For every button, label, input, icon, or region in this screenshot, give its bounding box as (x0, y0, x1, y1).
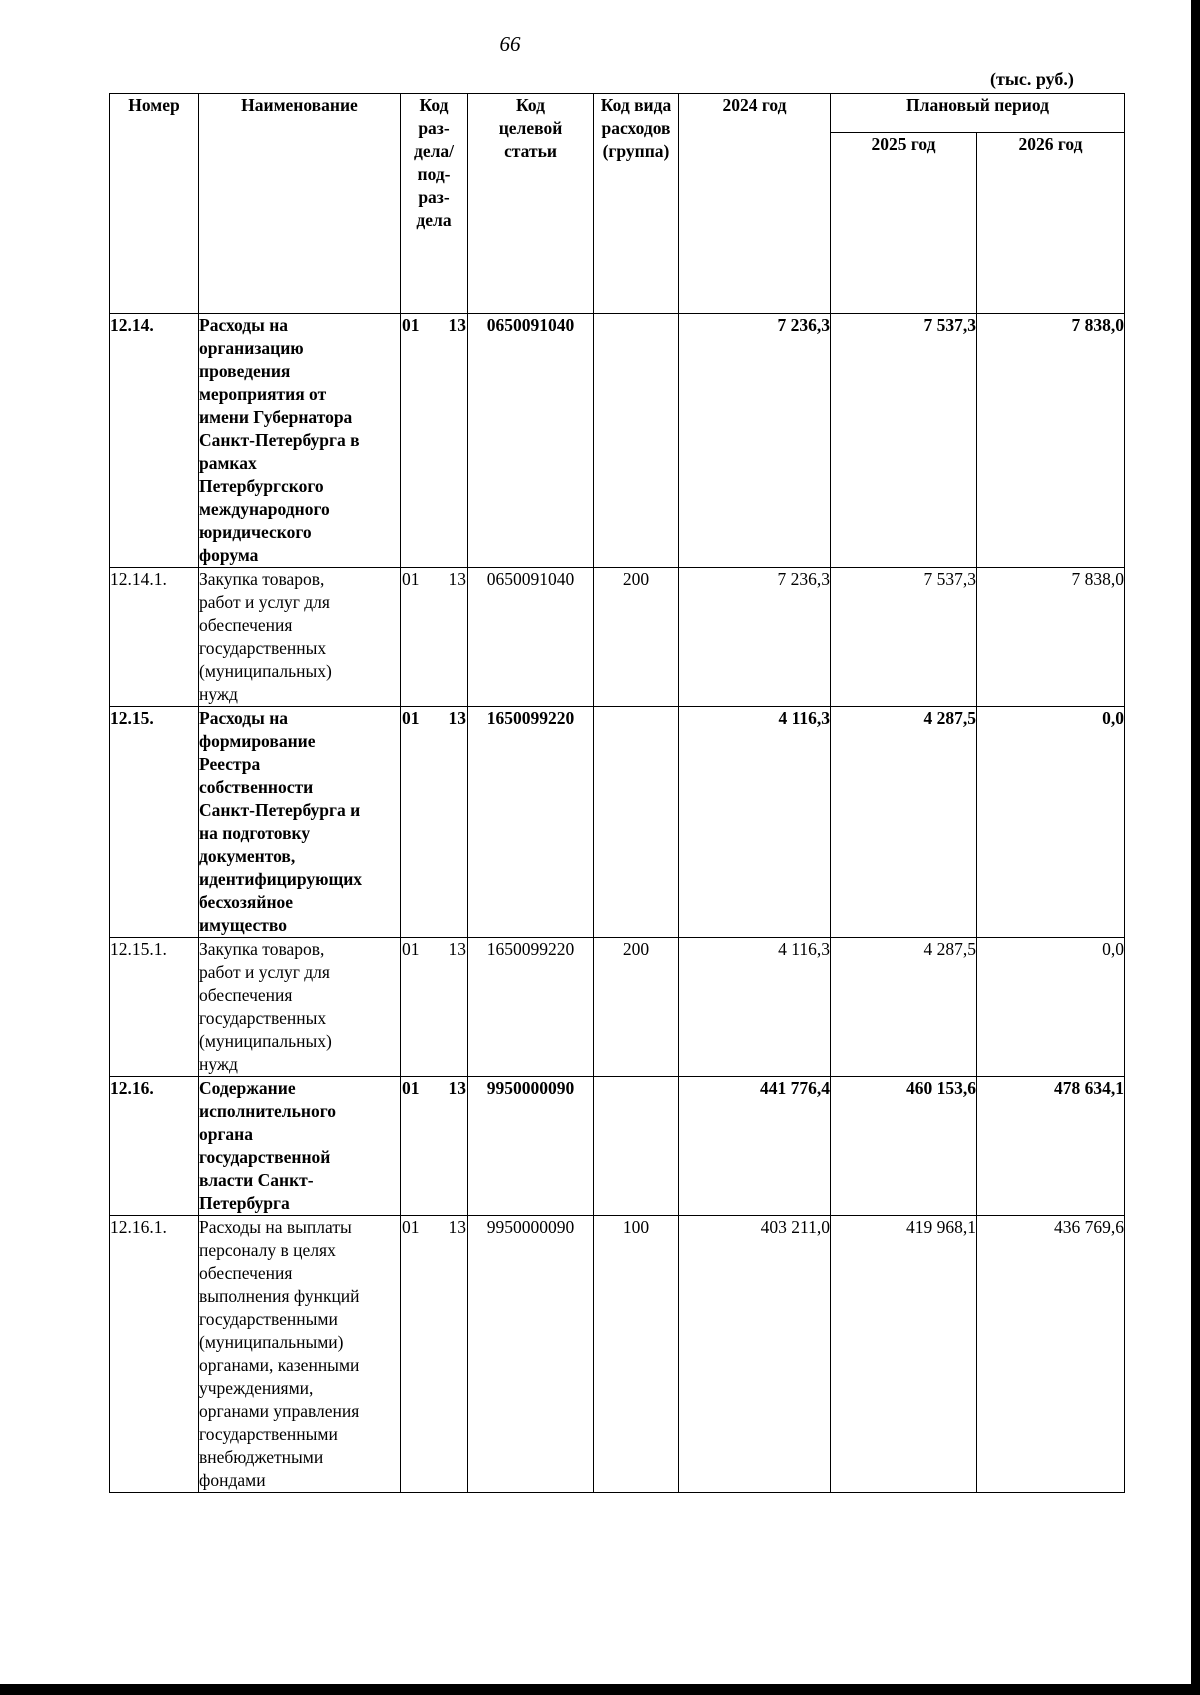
row-amount-2026: 478 634,1 (977, 1077, 1125, 1216)
row-amount-2026: 7 838,0 (977, 568, 1125, 707)
row-name-line: юридического (199, 522, 312, 542)
row-name (199, 707, 401, 938)
row-section-code-pair (401, 1216, 467, 1239)
row-name-line: (муниципальными) (199, 1332, 344, 1352)
row-name-line: власти Санкт- (199, 1170, 314, 1190)
row-target-code: 1650099220 (468, 707, 594, 938)
row-name-line: исполнительного (199, 1101, 336, 1121)
page-number: 66 (499, 32, 521, 56)
row-amount-2024: 4 116,3 (679, 938, 831, 1077)
row-number: 12.14.1. (110, 568, 199, 707)
units-label: (тыс. руб.) (990, 69, 1074, 89)
row-subsection: 13 (448, 939, 466, 959)
row-name-line: собственности (199, 777, 314, 797)
header-section-code-line: Код (419, 95, 449, 115)
row-name-line: Расходы на (199, 315, 289, 335)
row-name-line: государственными (199, 1309, 338, 1329)
row-name-line: Петербурга (199, 1193, 290, 1213)
row-name-line: Закупка товаров, (199, 569, 325, 589)
row-name-line: Расходы на (199, 708, 289, 728)
row-name (199, 938, 401, 1077)
row-name-line: работ и услуг для (199, 592, 330, 612)
row-section-code-pair (401, 938, 467, 961)
row-section-code-pair (401, 1077, 467, 1100)
header-expense-type-line: (группа) (602, 141, 670, 161)
row-name-line: нужд (199, 1054, 238, 1074)
row-section: 01 (402, 1217, 420, 1237)
row-name-line: (муниципальных) (199, 661, 332, 681)
row-name-line: обеспечения (199, 1263, 293, 1283)
row-target-code: 0650091040 (468, 568, 594, 707)
row-amount-2024: 7 236,3 (679, 568, 831, 707)
row-name-line: организацию (199, 338, 304, 358)
row-amount-2024: 7 236,3 (679, 314, 831, 568)
header-expense-type-line: расходов (601, 118, 671, 138)
row-expense-type: 200 (594, 568, 679, 707)
row-amount-2024: 4 116,3 (679, 707, 831, 938)
row-name-line: рамках (199, 453, 257, 473)
row-subsection: 13 (448, 569, 466, 589)
row-name-line: Содержание (199, 1078, 296, 1098)
row-section-code (401, 707, 468, 938)
row-name-line: государственными (199, 1424, 338, 1444)
row-number: 12.14. (110, 314, 199, 568)
row-expense-type: 200 (594, 938, 679, 1077)
header-section-code-line: дела/ (413, 141, 455, 161)
row-section: 01 (402, 939, 420, 959)
header-planned-period: Плановый период (831, 94, 1125, 133)
table-row (110, 938, 1125, 1077)
row-expense-type: 100 (594, 1216, 679, 1493)
row-amount-2025: 460 153,6 (831, 1077, 977, 1216)
header-year-2024: 2024 год (679, 94, 831, 314)
row-expense-type (594, 707, 679, 938)
row-name-line: на подготовку (199, 823, 311, 843)
row-section-code (401, 938, 468, 1077)
row-name-line: органами, казенными (199, 1355, 360, 1375)
row-amount-2026: 0,0 (977, 707, 1125, 938)
header-target-code-line: статьи (504, 141, 557, 161)
header-section-code-line: раз- (418, 118, 450, 138)
header-expense-type (594, 94, 679, 314)
row-amount-2026: 0,0 (977, 938, 1125, 1077)
row-name-line: внебюджетными (199, 1447, 324, 1467)
row-name-line: Петербургского (199, 476, 324, 496)
header-name: Наименование (199, 94, 401, 314)
header-target-code-line: Код (516, 95, 545, 115)
row-name-line: государственной (199, 1147, 331, 1167)
row-number: 12.16. (110, 1077, 199, 1216)
header-section-code-line: под- (417, 164, 451, 184)
row-name-line: международного (199, 499, 330, 519)
row-name-line: проведения (199, 361, 291, 381)
row-section-code (401, 314, 468, 568)
row-name-line: Закупка товаров, (199, 939, 325, 959)
row-amount-2026: 436 769,6 (977, 1216, 1125, 1493)
header-number: Номер (110, 94, 199, 314)
row-name-line: учреждениями, (199, 1378, 314, 1398)
row-name-line: Реестра (199, 754, 261, 774)
table-row (110, 314, 1125, 568)
row-target-code: 9950000090 (468, 1216, 594, 1493)
row-expense-type (594, 1077, 679, 1216)
row-number: 12.15.1. (110, 938, 199, 1077)
row-name-line: идентифицирующих (199, 869, 363, 889)
row-amount-2024: 403 211,0 (679, 1216, 831, 1493)
row-subsection: 13 (448, 315, 466, 335)
row-subsection: 13 (448, 1217, 466, 1237)
row-section: 01 (402, 315, 420, 335)
header-year-2026: 2026 год (977, 133, 1125, 314)
row-target-code: 0650091040 (468, 314, 594, 568)
header-section-code-line: раз- (418, 187, 450, 207)
row-section: 01 (402, 1078, 420, 1098)
row-amount-2025: 4 287,5 (831, 938, 977, 1077)
row-section-code (401, 1216, 468, 1493)
table-row (110, 1077, 1125, 1216)
row-amount-2025: 4 287,5 (831, 707, 977, 938)
row-amount-2024: 441 776,4 (679, 1077, 831, 1216)
row-name (199, 314, 401, 568)
row-subsection: 13 (448, 1078, 466, 1098)
row-name-line: документов, (199, 846, 296, 866)
row-name-line: фондами (199, 1470, 266, 1490)
row-section-code-pair (401, 568, 467, 591)
header-row (110, 94, 1125, 133)
row-name-line: формирование (199, 731, 316, 751)
row-target-code: 9950000090 (468, 1077, 594, 1216)
row-name-line: государственных (199, 638, 327, 658)
row-name-line: нужд (199, 684, 238, 704)
row-number: 12.16.1. (110, 1216, 199, 1493)
row-number: 12.15. (110, 707, 199, 938)
row-name (199, 1216, 401, 1493)
scan-edge-bottom (0, 1684, 1200, 1695)
row-name-line: персоналу в целях (199, 1240, 336, 1260)
row-amount-2025: 7 537,3 (831, 568, 977, 707)
header-year-2025: 2025 год (831, 133, 977, 314)
budget-table (109, 93, 1125, 1493)
scan-edge-right (1191, 0, 1200, 1695)
row-name (199, 1077, 401, 1216)
table-body (110, 314, 1125, 1493)
row-name-line: имущество (199, 915, 287, 935)
row-name-line: Санкт-Петербурга и (199, 800, 361, 820)
table-row (110, 1216, 1125, 1493)
row-name-line: обеспечения (199, 615, 293, 635)
row-name (199, 568, 401, 707)
header-expense-type-line: Код вида (600, 95, 672, 115)
row-amount-2025: 7 537,3 (831, 314, 977, 568)
row-subsection: 13 (448, 708, 466, 728)
header-section-code-line: дела (416, 210, 452, 230)
table-row (110, 568, 1125, 707)
row-name-line: обеспечения (199, 985, 293, 1005)
row-amount-2026: 7 838,0 (977, 314, 1125, 568)
header-target-code (468, 94, 594, 314)
row-section-code-pair (401, 707, 467, 730)
row-target-code: 1650099220 (468, 938, 594, 1077)
row-amount-2025: 419 968,1 (831, 1216, 977, 1493)
row-name-line: форума (199, 545, 259, 565)
row-name-line: работ и услуг для (199, 962, 330, 982)
row-name-line: органами управления (199, 1401, 360, 1421)
row-section: 01 (402, 569, 420, 589)
row-name-line: имени Губернатора (199, 407, 353, 427)
row-name-line: государственных (199, 1008, 327, 1028)
row-name-line: бесхозяйное (199, 892, 294, 912)
row-section-code (401, 1077, 468, 1216)
row-name-line: Расходы на выплаты (199, 1217, 352, 1237)
row-name-line: органа (199, 1124, 254, 1144)
row-section-code-pair (401, 314, 467, 337)
row-name-line: Санкт-Петербурга в (199, 430, 360, 450)
header-section-code (401, 94, 468, 314)
row-section: 01 (402, 708, 420, 728)
row-expense-type (594, 314, 679, 568)
row-name-line: мероприятия от (199, 384, 327, 404)
header-target-code-line: целевой (498, 118, 563, 138)
row-name-line: выполнения функций (199, 1286, 360, 1306)
row-name-line: (муниципальных) (199, 1031, 332, 1051)
table-row (110, 707, 1125, 938)
row-section-code (401, 568, 468, 707)
